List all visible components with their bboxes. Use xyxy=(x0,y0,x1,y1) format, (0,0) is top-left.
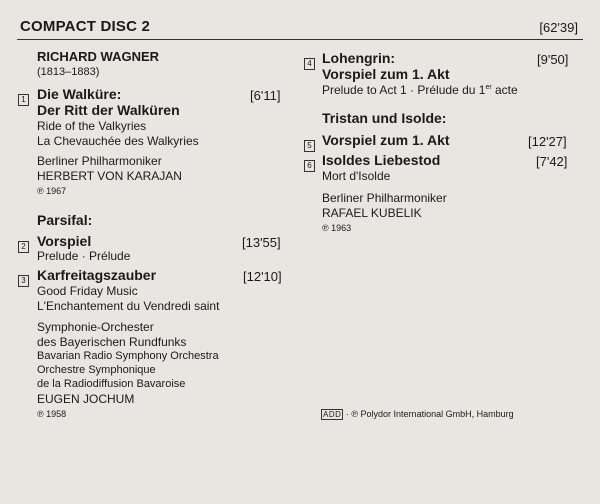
track-4-title-line2: Vorspiel zum 1. Akt xyxy=(322,66,450,82)
right-credits-conductor: RAFAEL KUBELIK xyxy=(322,206,422,220)
track-1-title-line2: Der Ritt der Walküren xyxy=(37,102,180,118)
credits-orchestra-line1: Symphonie-Orchester xyxy=(37,320,154,334)
track-1-year: ℗ 1967 xyxy=(37,186,67,196)
track-3-duration: [12'10] xyxy=(243,269,282,284)
track-1-english-title: Ride of the Valkyries xyxy=(37,119,147,133)
disc-title: COMPACT DISC 2 xyxy=(20,18,151,35)
credits-orchestra-line4: Orchestre Symphonique xyxy=(37,364,156,376)
track-1-french-title: La Chevauchée des Walkyries xyxy=(37,134,199,148)
credits-year: ℗ 1958 xyxy=(37,409,67,419)
track-4-subtitle: Prelude to Act 1 · Prélude du 1er acte xyxy=(322,83,518,97)
copyright-text: · ℗ Polydor International GmbH, Hamburg xyxy=(345,409,514,419)
track-4-title-line1: Lohengrin: xyxy=(322,50,396,66)
track-1-orchestra: Berliner Philharmoniker xyxy=(37,154,162,168)
right-credits-orchestra: Berliner Philharmoniker xyxy=(322,191,447,205)
track-6-title: Isoldes Liebestod xyxy=(322,152,441,168)
track-2-title: Vorspiel xyxy=(37,233,92,249)
track-2-duration: [13'55] xyxy=(242,235,281,250)
track-3-number: 3 xyxy=(18,270,29,288)
track-3-english-title: Good Friday Music xyxy=(37,284,138,298)
track-5-number: 5 xyxy=(304,135,315,153)
track-3-french-title: L'Enchantement du Vendredi saint xyxy=(37,299,220,313)
credits-conductor: EUGEN JOCHUM xyxy=(37,392,135,406)
credits-orchestra-line5: de la Radiodiffusion Bavaroise xyxy=(37,378,186,390)
track-5-title: Vorspiel zum 1. Akt xyxy=(322,132,450,148)
composer-dates: (1813–1883) xyxy=(37,66,100,78)
track-1-number: 1 xyxy=(18,89,29,107)
disc-total-duration: [62'39] xyxy=(539,20,578,35)
track-3-title: Karfreitagszauber xyxy=(37,267,157,283)
tristan-heading: Tristan und Isolde: xyxy=(322,110,447,126)
credits-orchestra-line2: des Bayerischen Rundfunks xyxy=(37,335,187,349)
track-4-number: 4 xyxy=(304,53,315,71)
composer-name: RICHARD WAGNER xyxy=(37,49,160,64)
credits-orchestra-line3: Bavarian Radio Symphony Orchestra xyxy=(37,350,219,362)
track-5-duration: [12'27] xyxy=(528,134,567,149)
track-6-duration: [7'42] xyxy=(536,154,568,169)
parsifal-heading: Parsifal: xyxy=(37,212,93,228)
right-credits-year: ℗ 1963 xyxy=(322,223,352,233)
track-6-subtitle: Mort d'Isolde xyxy=(322,169,391,183)
track-2-subtitle: Prelude · Prélude xyxy=(37,249,131,263)
track-1-conductor: HERBERT VON KARAJAN xyxy=(37,169,182,183)
track-2-number: 2 xyxy=(18,236,29,254)
copyright-footer xyxy=(321,409,514,420)
track-4-duration: [9'50] xyxy=(537,52,569,67)
header-divider xyxy=(17,39,583,40)
add-code-badge: ADD xyxy=(323,410,342,419)
track-6-number: 6 xyxy=(304,155,315,173)
track-1-title-line1: Die Walküre: xyxy=(37,86,122,102)
track-1-duration: [6'11] xyxy=(250,88,281,103)
